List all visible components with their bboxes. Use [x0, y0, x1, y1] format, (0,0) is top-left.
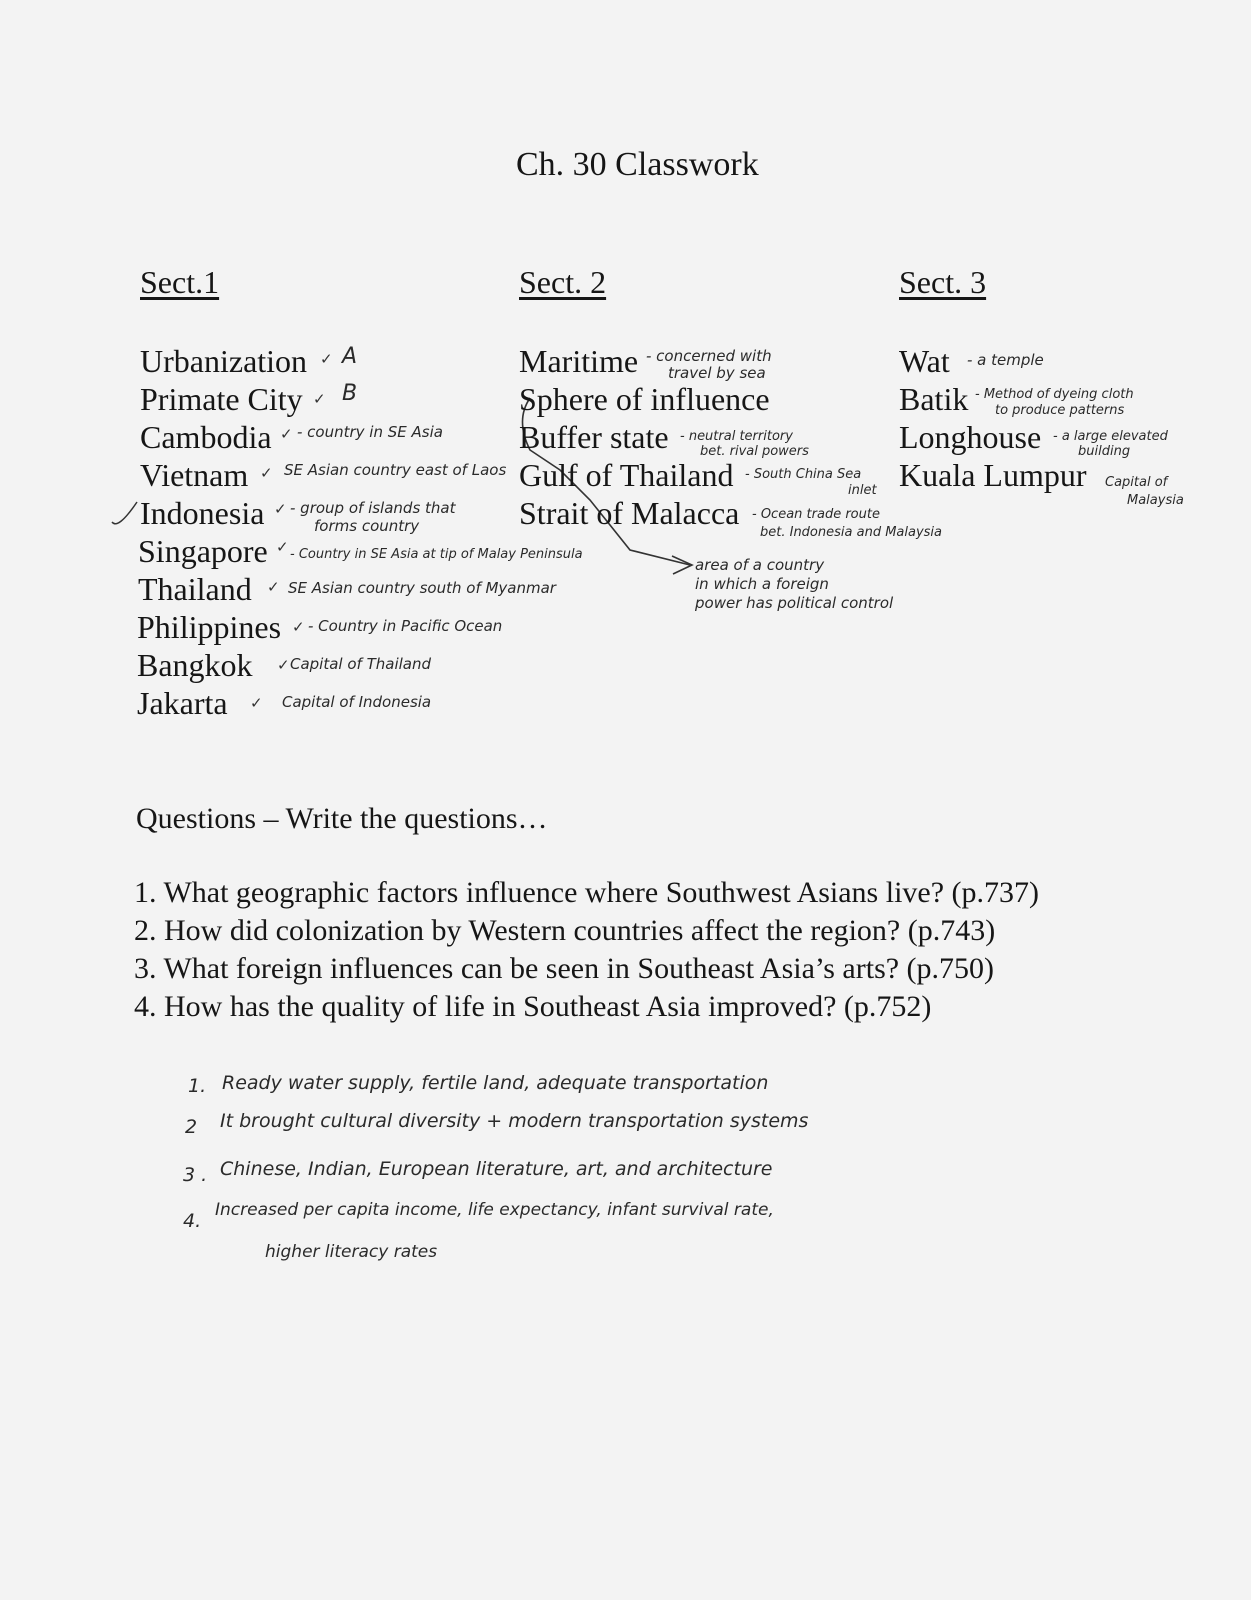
term-cambodia: Cambodia: [140, 419, 272, 455]
term-buffer-state: Buffer state: [519, 419, 669, 455]
check-mark: ✓: [267, 578, 280, 596]
question-item: 3. What foreign influences can be seen in Southeast Asia’s arts? (p.750): [134, 952, 995, 985]
note-batik-2: to produce patterns: [995, 403, 1125, 418]
page-title: Ch. 30 Classwork: [516, 146, 759, 183]
term-maritime: Maritime: [519, 343, 639, 379]
indonesia-mark: [112, 502, 137, 524]
term-batik: Batik: [899, 381, 969, 417]
sphere-definition-line: in which a foreign: [695, 575, 829, 593]
term-singapore: Singapore: [138, 533, 268, 569]
check-mark: ✓: [250, 694, 263, 712]
note-wat: - a temple: [967, 351, 1044, 369]
check-mark: ✓: [260, 464, 273, 482]
term-strait-of-malacca: Strait of Malacca: [519, 495, 740, 531]
section-1-heading: Sect.1: [140, 264, 220, 300]
term-urbanization: Urbanization: [140, 343, 308, 379]
term-jakarta: Jakarta: [137, 685, 228, 721]
answer-number: 2: [185, 1116, 198, 1138]
note-philippines: - Country in Pacific Ocean: [308, 617, 503, 635]
note-batik: - Method of dyeing cloth: [975, 387, 1134, 402]
term-vietnam: Vietnam: [140, 457, 249, 493]
note-vietnam: SE Asian country east of Laos: [284, 461, 507, 479]
check-mark: ✓: [280, 425, 293, 443]
note-maritime-2: travel by sea: [668, 364, 766, 382]
check-mark: ✓: [276, 538, 289, 556]
note-maritime: - concerned with: [646, 347, 772, 365]
note-strait-of-malacca: - Ocean trade route: [752, 507, 880, 522]
answer-number: 4.: [183, 1210, 202, 1232]
question-item: 4. How has the quality of life in Southeast Asia improved? (p.752): [134, 990, 932, 1023]
answer-text: Increased per capita income, life expectancy, infant survival rate,: [215, 1200, 774, 1220]
note-singapore: - Country in SE Asia at tip of Malay Peninsula: [290, 547, 583, 562]
question-item: 1. What geographic factors influence where Southwest Asians live? (p.737): [134, 876, 1040, 909]
note-thailand: SE Asian country south of Myanmar: [288, 579, 556, 597]
note-kuala-lumpur: Capital of: [1105, 475, 1168, 490]
note-jakarta: Capital of Indonesia: [282, 693, 432, 711]
term-longhouse: Longhouse: [899, 419, 1042, 455]
sphere-definition: [695, 556, 893, 613]
note-gulf-of-thailand-2: inlet: [848, 483, 877, 498]
section-3-heading: Sect. 3: [899, 264, 987, 300]
note-urbanization: A: [342, 344, 358, 369]
note-bangkok: Capital of Thailand: [290, 655, 432, 673]
note-cambodia: - country in SE Asia: [297, 423, 443, 441]
term-thailand: Thailand: [138, 571, 252, 607]
note-indonesia-2: forms country: [314, 517, 420, 535]
sphere-definition-line: area of a country: [695, 556, 825, 574]
sphere-definition-line: power has political control: [695, 594, 894, 612]
check-mark: ✓: [320, 350, 333, 368]
section-2-heading: Sect. 2: [519, 264, 607, 300]
answer-text: It brought cultural diversity + modern transportation systems: [220, 1110, 809, 1132]
term-primate-city: Primate City: [140, 381, 303, 417]
check-mark: ✓: [313, 390, 326, 408]
sphere-arrow-head: [672, 556, 692, 574]
note-longhouse-2: building: [1078, 444, 1131, 459]
note-buffer-state-2: bet. rival powers: [700, 444, 809, 459]
answer-text: Chinese, Indian, European literature, art, and architecture: [220, 1158, 773, 1180]
note-buffer-state: - neutral territory: [680, 429, 793, 444]
answer-text-2: higher literacy rates: [265, 1242, 438, 1262]
note-strait-of-malacca-2: bet. Indonesia and Malaysia: [760, 525, 943, 540]
note-primate-city: B: [342, 381, 358, 406]
questions-list: [134, 874, 1039, 1026]
term-philippines: Philippines: [137, 609, 282, 645]
term-indonesia: Indonesia: [140, 495, 265, 531]
note-gulf-of-thailand: - South China Sea: [745, 467, 862, 482]
note-indonesia: - group of islands that: [290, 499, 456, 517]
check-mark: ✓: [292, 618, 305, 636]
answer-number: 3 .: [183, 1164, 208, 1186]
check-mark: ✓: [274, 500, 287, 518]
term-gulf-of-thailand: Gulf of Thailand: [519, 457, 734, 493]
note-longhouse: - a large elevated: [1053, 429, 1168, 444]
questions-heading: Questions – Write the questions…: [136, 802, 548, 835]
note-kuala-lumpur-2: Malaysia: [1127, 493, 1184, 508]
check-mark: ✓: [277, 656, 290, 674]
term-sphere-of-influence: Sphere of influence: [519, 381, 770, 417]
answer-text: Ready water supply, fertile land, adequate transportation: [222, 1072, 769, 1094]
term-kuala-lumpur: Kuala Lumpur: [899, 457, 1087, 493]
term-wat: Wat: [899, 343, 950, 379]
term-bangkok: Bangkok: [137, 647, 253, 683]
question-item: 2. How did colonization by Western countries affect the region? (p.743): [134, 914, 996, 947]
answer-number: 1.: [188, 1075, 207, 1097]
